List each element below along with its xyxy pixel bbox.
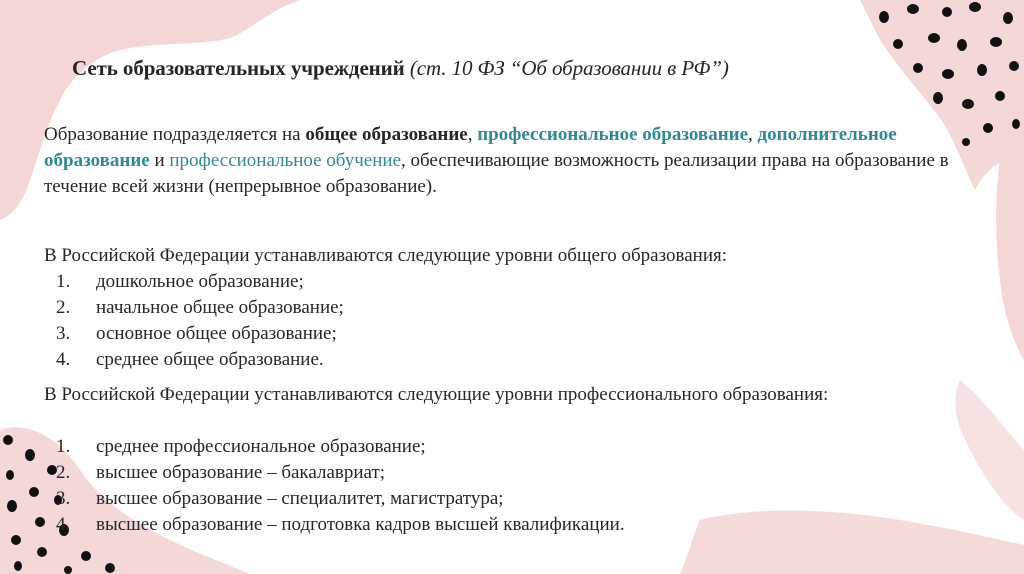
list-number: 2. bbox=[56, 297, 71, 318]
list-text: высшее образование – бакалавриат; bbox=[96, 462, 386, 483]
professional-levels-heading: В Российской Федерации устанавливаются следующие уровни профессионального образования: bbox=[44, 384, 829, 405]
list-text: высшее образование – подготовка кадров высшей квалификации. bbox=[96, 514, 625, 535]
list-text: среднее общее образование. bbox=[96, 349, 324, 370]
list-item bbox=[44, 269, 344, 295]
term-professional-education: профессиональное образование bbox=[477, 124, 749, 145]
intro-text-5: , обеспечивающие возможность реализации права на образование в течение всей жизни (непрерывное образование). bbox=[44, 150, 949, 197]
intro-text-2: , bbox=[467, 124, 478, 145]
general-levels-heading: В Российской Федерации устанавливаются следующие уровни общего образования: bbox=[44, 245, 728, 266]
list-item bbox=[44, 460, 625, 486]
title-bold: Сеть образовательных учреждений bbox=[72, 56, 405, 80]
title-italic: (ст. 10 ФЗ “Об образовании в РФ”) bbox=[409, 56, 729, 80]
list-number: 1. bbox=[56, 271, 71, 292]
list-number: 3. bbox=[56, 488, 71, 509]
list-item bbox=[44, 486, 625, 512]
term-professional-training: профессиональное обучение bbox=[169, 150, 402, 171]
list-text: дошкольное образование; bbox=[96, 271, 304, 292]
list-item bbox=[44, 434, 625, 460]
term-additional-education: дополнительное образование bbox=[44, 124, 897, 171]
list-number: 4. bbox=[56, 349, 71, 370]
list-text: основное общее образование; bbox=[96, 323, 337, 344]
list-text: начальное общее образование; bbox=[96, 297, 344, 318]
general-levels-list bbox=[44, 269, 344, 373]
list-item bbox=[44, 295, 344, 321]
term-general-education: общее образование bbox=[305, 124, 468, 145]
list-text: высшее образование – специалитет, магистратура; bbox=[96, 488, 504, 509]
list-number: 3. bbox=[56, 323, 71, 344]
slide-title bbox=[72, 56, 729, 81]
intro-text-3: , bbox=[748, 124, 758, 145]
intro-text-4: и bbox=[149, 150, 170, 171]
list-number: 1. bbox=[56, 436, 71, 457]
list-number: 2. bbox=[56, 462, 71, 483]
list-number: 4. bbox=[56, 514, 71, 535]
list-item bbox=[44, 512, 625, 538]
list-item bbox=[44, 321, 344, 347]
intro-text-1: Образование подразделяется на bbox=[44, 124, 306, 145]
intro-paragraph bbox=[44, 122, 962, 200]
professional-levels-list bbox=[44, 434, 625, 538]
list-item bbox=[44, 347, 344, 373]
list-text: среднее профессиональное образование; bbox=[96, 436, 426, 457]
